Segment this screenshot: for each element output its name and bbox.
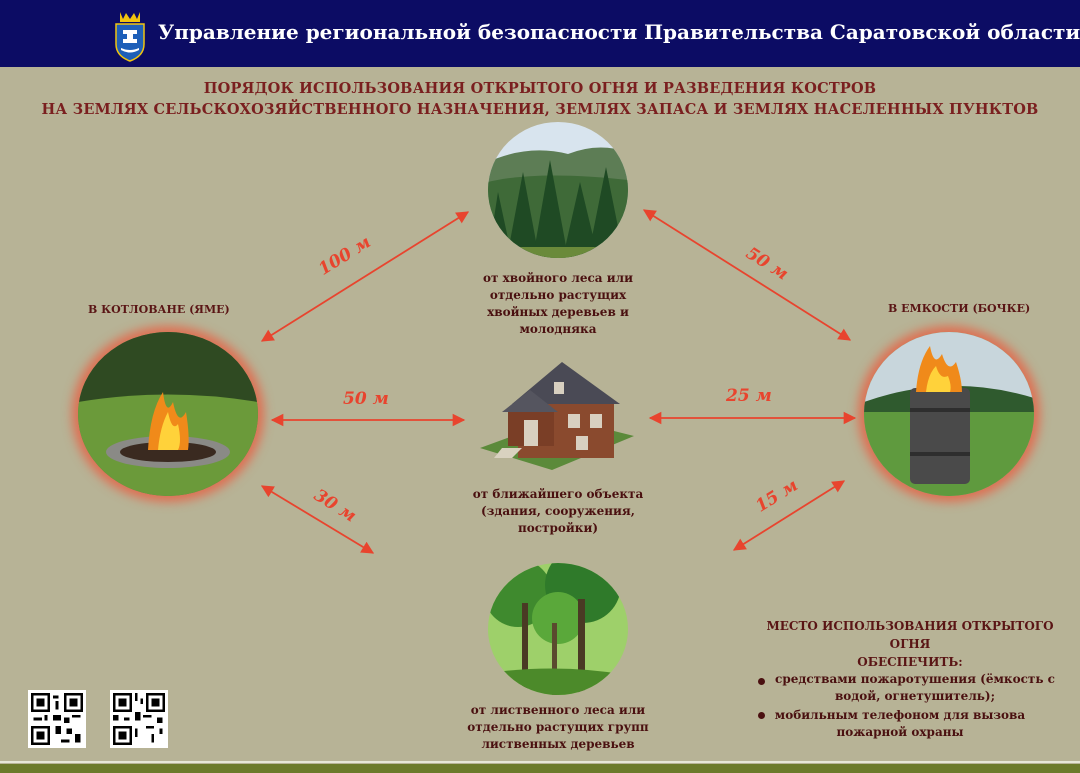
building-label: от ближайшего объекта (здания, сооружения, постройки) [472,487,644,535]
arrow-pit-conifer [262,212,468,341]
header-title: Управление региональной безопасности Правительства Саратовской области [158,20,1080,44]
distance-pit-conifer: 100 м [315,232,375,280]
footer-bar [0,764,1080,773]
ensure-title: МЕСТО ИСПОЛЬЗОВАНИЯ ОТКРЫТОГО ОГНЯ ОБЕСПЕЧИТЬ: [766,619,1054,669]
conifer-forest-label: от хвойного леса или отдельно растущих хвойных деревьев и молодняка [483,271,633,336]
deciduous-forest-image [488,563,628,695]
arrow-barrel-conifer [644,210,850,340]
page-title-line1: ПОРЯДОК ИСПОЛЬЗОВАНИЯ ОТКРЫТОГО ОГНЯ И РАЗВЕДЕНИЯ КОСТРОВ [203,80,877,97]
distance-pit-deciduous: 30 м [310,485,360,527]
barrel-method-label: В ЕМКОСТИ (БОЧКЕ) [888,302,1031,315]
distance-barrel-conifer: 50 м [742,243,792,285]
ensure-item-phone: мобильным телефоном для вызова пожарной охраны [774,708,1026,739]
barrel-fire-image [864,332,1034,496]
pit-campfire-image [78,332,258,496]
footer-divider [0,761,1080,763]
house-image [472,352,640,472]
pit-method-label: В КОТЛОВАНЕ (ЯМЕ) [88,303,230,316]
bullet-icon [758,678,765,685]
bullet-icon [758,712,765,719]
distance-barrel-building: 25 м [726,386,772,406]
distance-pit-building: 50 м [343,389,389,409]
page-title-line2: НА ЗЕМЛЯХ СЕЛЬСКОХОЗЯЙСТВЕННОГО НАЗНАЧЕНИЯ, ЗЕМЛЯХ ЗАПАСА И ЗЕМЛЯХ НАСЕЛЕННЫХ ПУНКТОВ [41,101,1039,118]
distance-barrel-deciduous: 15 м [752,475,802,517]
deciduous-forest-label: от лиственного леса или отдельно растущих групп лиственных деревьев [467,703,649,751]
ensure-item-extinguishing: средствами пожаротушения (ёмкость с водой, огнетушитель); [775,672,1055,703]
conifer-forest-image [488,122,628,258]
qr-code-icon[interactable] [110,690,168,748]
qr-code-icon[interactable] [28,690,86,748]
